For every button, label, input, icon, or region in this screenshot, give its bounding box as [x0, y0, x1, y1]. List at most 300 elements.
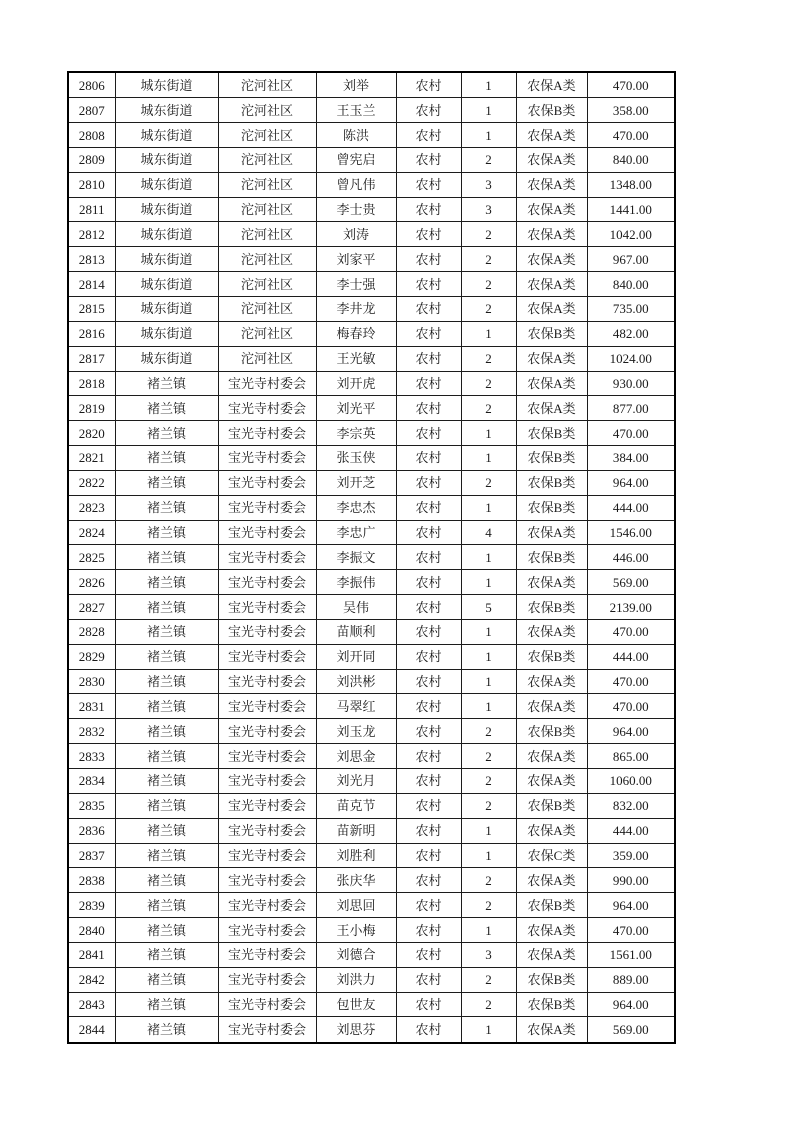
seq-cell: 2831 [68, 694, 115, 719]
person-name-cell: 张玉侠 [316, 446, 396, 471]
district-cell: 褚兰镇 [115, 868, 218, 893]
insurance-type-cell: 农保B类 [516, 595, 587, 620]
insurance-type-cell: 农保B类 [516, 321, 587, 346]
district-cell: 褚兰镇 [115, 793, 218, 818]
table-row [68, 495, 675, 520]
village-cell: 宝光寺村委会 [218, 421, 316, 446]
insurance-type-cell: 农保A类 [516, 669, 587, 694]
table-row [68, 545, 675, 570]
person-count-cell: 3 [461, 942, 516, 967]
person-name-cell: 陈洪 [316, 123, 396, 148]
district-cell: 褚兰镇 [115, 619, 218, 644]
amount-cell: 930.00 [587, 371, 675, 396]
residence-type-cell: 农村 [396, 172, 461, 197]
insurance-type-cell: 农保B类 [516, 470, 587, 495]
person-name-cell: 李振伟 [316, 570, 396, 595]
seq-cell: 2811 [68, 197, 115, 222]
amount-cell: 964.00 [587, 470, 675, 495]
amount-cell: 384.00 [587, 446, 675, 471]
amount-cell: 964.00 [587, 992, 675, 1017]
amount-cell: 359.00 [587, 843, 675, 868]
table-row [68, 222, 675, 247]
insurance-type-cell: 农保A类 [516, 918, 587, 943]
person-count-cell: 1 [461, 619, 516, 644]
district-cell: 褚兰镇 [115, 595, 218, 620]
person-name-cell: 李士贵 [316, 197, 396, 222]
residence-type-cell: 农村 [396, 147, 461, 172]
seq-cell: 2828 [68, 619, 115, 644]
table-row [68, 793, 675, 818]
insurance-type-cell: 农保A类 [516, 172, 587, 197]
table-row [68, 942, 675, 967]
seq-cell: 2807 [68, 98, 115, 123]
seq-cell: 2818 [68, 371, 115, 396]
residence-type-cell: 农村 [396, 967, 461, 992]
person-count-cell: 2 [461, 769, 516, 794]
amount-cell: 865.00 [587, 744, 675, 769]
amount-cell: 735.00 [587, 296, 675, 321]
person-name-cell: 刘洪力 [316, 967, 396, 992]
insurance-type-cell: 农保A类 [516, 570, 587, 595]
amount-cell: 964.00 [587, 719, 675, 744]
person-name-cell: 刘涛 [316, 222, 396, 247]
amount-cell: 1042.00 [587, 222, 675, 247]
table-row [68, 147, 675, 172]
district-cell: 褚兰镇 [115, 669, 218, 694]
amount-cell: 964.00 [587, 893, 675, 918]
person-name-cell: 吴伟 [316, 595, 396, 620]
residence-type-cell: 农村 [396, 296, 461, 321]
district-cell: 褚兰镇 [115, 545, 218, 570]
person-count-cell: 1 [461, 918, 516, 943]
insurance-type-cell: 农保A类 [516, 694, 587, 719]
district-cell: 褚兰镇 [115, 396, 218, 421]
residence-type-cell: 农村 [396, 893, 461, 918]
insurance-type-cell: 农保B类 [516, 446, 587, 471]
amount-cell: 1024.00 [587, 346, 675, 371]
insurance-type-cell: 农保B类 [516, 893, 587, 918]
insurance-type-cell: 农保B类 [516, 644, 587, 669]
village-cell: 宝光寺村委会 [218, 570, 316, 595]
table-row [68, 744, 675, 769]
amount-cell: 569.00 [587, 570, 675, 595]
residence-type-cell: 农村 [396, 247, 461, 272]
residence-type-cell: 农村 [396, 520, 461, 545]
residence-type-cell: 农村 [396, 545, 461, 570]
village-cell: 宝光寺村委会 [218, 769, 316, 794]
insurance-type-cell: 农保A类 [516, 744, 587, 769]
village-cell: 宝光寺村委会 [218, 470, 316, 495]
village-cell: 宝光寺村委会 [218, 918, 316, 943]
insurance-type-cell: 农保B类 [516, 98, 587, 123]
residence-type-cell: 农村 [396, 918, 461, 943]
person-count-cell: 2 [461, 967, 516, 992]
amount-cell: 877.00 [587, 396, 675, 421]
seq-cell: 2832 [68, 719, 115, 744]
amount-cell: 967.00 [587, 247, 675, 272]
insurance-type-cell: 农保A类 [516, 147, 587, 172]
table-row [68, 719, 675, 744]
residence-type-cell: 农村 [396, 396, 461, 421]
table-row [68, 769, 675, 794]
table-row [68, 520, 675, 545]
insurance-type-cell: 农保A类 [516, 769, 587, 794]
table-row [68, 421, 675, 446]
person-count-cell: 1 [461, 1017, 516, 1043]
person-count-cell: 1 [461, 818, 516, 843]
insurance-type-cell: 农保A类 [516, 396, 587, 421]
insurance-type-cell: 农保A类 [516, 1017, 587, 1043]
district-cell: 城东街道 [115, 222, 218, 247]
seq-cell: 2819 [68, 396, 115, 421]
amount-cell: 1546.00 [587, 520, 675, 545]
amount-cell: 1060.00 [587, 769, 675, 794]
district-cell: 城东街道 [115, 98, 218, 123]
village-cell: 宝光寺村委会 [218, 843, 316, 868]
table-row [68, 843, 675, 868]
district-cell: 城东街道 [115, 346, 218, 371]
residence-type-cell: 农村 [396, 222, 461, 247]
person-count-cell: 2 [461, 247, 516, 272]
insurance-type-cell: 农保B类 [516, 992, 587, 1017]
residence-type-cell: 农村 [396, 694, 461, 719]
person-name-cell: 刘玉龙 [316, 719, 396, 744]
person-count-cell: 1 [461, 123, 516, 148]
person-name-cell: 王玉兰 [316, 98, 396, 123]
insurance-type-cell: 农保B类 [516, 495, 587, 520]
table-row [68, 992, 675, 1017]
table-row [68, 818, 675, 843]
table-row [68, 197, 675, 222]
table-row [68, 595, 675, 620]
person-name-cell: 刘开同 [316, 644, 396, 669]
person-name-cell: 刘思芬 [316, 1017, 396, 1043]
seq-cell: 2810 [68, 172, 115, 197]
residence-type-cell: 农村 [396, 321, 461, 346]
village-cell: 宝光寺村委会 [218, 967, 316, 992]
district-cell: 褚兰镇 [115, 769, 218, 794]
person-count-cell: 1 [461, 421, 516, 446]
person-count-cell: 2 [461, 470, 516, 495]
person-name-cell: 李井龙 [316, 296, 396, 321]
insurance-type-cell: 农保A类 [516, 346, 587, 371]
seq-cell: 2806 [68, 72, 115, 98]
person-name-cell: 张庆华 [316, 868, 396, 893]
insurance-type-cell: 农保A类 [516, 371, 587, 396]
person-count-cell: 1 [461, 694, 516, 719]
seq-cell: 2821 [68, 446, 115, 471]
insurance-type-cell: 农保A类 [516, 520, 587, 545]
person-name-cell: 王小梅 [316, 918, 396, 943]
amount-cell: 358.00 [587, 98, 675, 123]
amount-cell: 470.00 [587, 669, 675, 694]
amount-cell: 1441.00 [587, 197, 675, 222]
amount-cell: 470.00 [587, 72, 675, 98]
seq-cell: 2835 [68, 793, 115, 818]
district-cell: 褚兰镇 [115, 1017, 218, 1043]
district-cell: 褚兰镇 [115, 744, 218, 769]
person-count-cell: 2 [461, 868, 516, 893]
insurance-type-cell: 农保A类 [516, 247, 587, 272]
table-row [68, 371, 675, 396]
residence-type-cell: 农村 [396, 346, 461, 371]
village-cell: 宝光寺村委会 [218, 942, 316, 967]
village-cell: 沱河社区 [218, 172, 316, 197]
person-count-cell: 1 [461, 495, 516, 520]
amount-cell: 444.00 [587, 818, 675, 843]
person-name-cell: 曾凡伟 [316, 172, 396, 197]
person-count-cell: 2 [461, 396, 516, 421]
village-cell: 宝光寺村委会 [218, 644, 316, 669]
seq-cell: 2825 [68, 545, 115, 570]
district-cell: 城东街道 [115, 272, 218, 297]
residence-type-cell: 农村 [396, 98, 461, 123]
amount-cell: 482.00 [587, 321, 675, 346]
insurance-type-cell: 农保B类 [516, 719, 587, 744]
person-name-cell: 李宗英 [316, 421, 396, 446]
district-cell: 褚兰镇 [115, 893, 218, 918]
person-name-cell: 李忠广 [316, 520, 396, 545]
seq-cell: 2814 [68, 272, 115, 297]
village-cell: 沱河社区 [218, 222, 316, 247]
village-cell: 宝光寺村委会 [218, 595, 316, 620]
table-row [68, 470, 675, 495]
amount-cell: 1348.00 [587, 172, 675, 197]
village-cell: 沱河社区 [218, 98, 316, 123]
seq-cell: 2833 [68, 744, 115, 769]
village-cell: 宝光寺村委会 [218, 744, 316, 769]
district-cell: 褚兰镇 [115, 942, 218, 967]
seq-cell: 2826 [68, 570, 115, 595]
table-row [68, 669, 675, 694]
village-cell: 宝光寺村委会 [218, 396, 316, 421]
residence-type-cell: 农村 [396, 644, 461, 669]
insurance-type-cell: 农保A类 [516, 619, 587, 644]
residence-type-cell: 农村 [396, 495, 461, 520]
person-count-cell: 1 [461, 98, 516, 123]
residence-type-cell: 农村 [396, 992, 461, 1017]
amount-cell: 446.00 [587, 545, 675, 570]
seq-cell: 2836 [68, 818, 115, 843]
district-cell: 城东街道 [115, 197, 218, 222]
village-cell: 宝光寺村委会 [218, 719, 316, 744]
person-name-cell: 苗顺利 [316, 619, 396, 644]
village-cell: 宝光寺村委会 [218, 1017, 316, 1043]
table-row [68, 694, 675, 719]
district-cell: 褚兰镇 [115, 719, 218, 744]
residence-type-cell: 农村 [396, 470, 461, 495]
person-name-cell: 李忠杰 [316, 495, 396, 520]
district-cell: 褚兰镇 [115, 967, 218, 992]
person-name-cell: 梅春玲 [316, 321, 396, 346]
district-cell: 褚兰镇 [115, 570, 218, 595]
residence-type-cell: 农村 [396, 769, 461, 794]
table-body [68, 72, 675, 1043]
seq-cell: 2834 [68, 769, 115, 794]
village-cell: 沱河社区 [218, 296, 316, 321]
person-name-cell: 包世友 [316, 992, 396, 1017]
seq-cell: 2840 [68, 918, 115, 943]
village-cell: 宝光寺村委会 [218, 495, 316, 520]
residence-type-cell: 农村 [396, 570, 461, 595]
person-count-cell: 2 [461, 222, 516, 247]
person-name-cell: 刘光月 [316, 769, 396, 794]
amount-cell: 470.00 [587, 123, 675, 148]
insurance-type-cell: 农保B类 [516, 967, 587, 992]
person-name-cell: 苗新明 [316, 818, 396, 843]
residence-type-cell: 农村 [396, 272, 461, 297]
person-count-cell: 1 [461, 72, 516, 98]
village-cell: 沱河社区 [218, 72, 316, 98]
insurance-type-cell: 农保A类 [516, 818, 587, 843]
table-row [68, 570, 675, 595]
person-name-cell: 王光敏 [316, 346, 396, 371]
amount-cell: 1561.00 [587, 942, 675, 967]
person-name-cell: 刘开虎 [316, 371, 396, 396]
district-cell: 褚兰镇 [115, 992, 218, 1017]
village-cell: 沱河社区 [218, 272, 316, 297]
seq-cell: 2815 [68, 296, 115, 321]
person-count-cell: 2 [461, 371, 516, 396]
person-count-cell: 5 [461, 595, 516, 620]
person-count-cell: 2 [461, 793, 516, 818]
table-row [68, 346, 675, 371]
table-row [68, 321, 675, 346]
amount-cell: 470.00 [587, 918, 675, 943]
social-security-table [67, 71, 676, 1044]
person-count-cell: 4 [461, 520, 516, 545]
insurance-type-cell: 农保B类 [516, 793, 587, 818]
seq-cell: 2816 [68, 321, 115, 346]
seq-cell: 2823 [68, 495, 115, 520]
district-cell: 城东街道 [115, 296, 218, 321]
person-count-cell: 3 [461, 172, 516, 197]
person-count-cell: 3 [461, 197, 516, 222]
table-row [68, 644, 675, 669]
person-name-cell: 刘洪彬 [316, 669, 396, 694]
table-row [68, 272, 675, 297]
table-row [68, 893, 675, 918]
district-cell: 褚兰镇 [115, 843, 218, 868]
village-cell: 宝光寺村委会 [218, 818, 316, 843]
amount-cell: 569.00 [587, 1017, 675, 1043]
village-cell: 沱河社区 [218, 147, 316, 172]
seq-cell: 2820 [68, 421, 115, 446]
village-cell: 沱河社区 [218, 197, 316, 222]
seq-cell: 2838 [68, 868, 115, 893]
district-cell: 褚兰镇 [115, 818, 218, 843]
district-cell: 城东街道 [115, 72, 218, 98]
seq-cell: 2817 [68, 346, 115, 371]
person-name-cell: 李士强 [316, 272, 396, 297]
table-row [68, 396, 675, 421]
seq-cell: 2824 [68, 520, 115, 545]
district-cell: 城东街道 [115, 247, 218, 272]
person-name-cell: 马翠红 [316, 694, 396, 719]
person-name-cell: 刘胜利 [316, 843, 396, 868]
person-name-cell: 苗克节 [316, 793, 396, 818]
amount-cell: 990.00 [587, 868, 675, 893]
seq-cell: 2842 [68, 967, 115, 992]
residence-type-cell: 农村 [396, 371, 461, 396]
residence-type-cell: 农村 [396, 446, 461, 471]
amount-cell: 832.00 [587, 793, 675, 818]
insurance-type-cell: 农保B类 [516, 421, 587, 446]
table-row [68, 446, 675, 471]
insurance-type-cell: 农保A类 [516, 222, 587, 247]
seq-cell: 2839 [68, 893, 115, 918]
seq-cell: 2813 [68, 247, 115, 272]
district-cell: 褚兰镇 [115, 421, 218, 446]
village-cell: 宝光寺村委会 [218, 371, 316, 396]
person-count-cell: 1 [461, 669, 516, 694]
person-name-cell: 刘家平 [316, 247, 396, 272]
district-cell: 城东街道 [115, 123, 218, 148]
insurance-type-cell: 农保A类 [516, 272, 587, 297]
insurance-type-cell: 农保A类 [516, 197, 587, 222]
district-cell: 褚兰镇 [115, 371, 218, 396]
village-cell: 宝光寺村委会 [218, 545, 316, 570]
person-count-cell: 2 [461, 992, 516, 1017]
village-cell: 沱河社区 [218, 123, 316, 148]
seq-cell: 2830 [68, 669, 115, 694]
seq-cell: 2837 [68, 843, 115, 868]
person-count-cell: 1 [461, 321, 516, 346]
district-cell: 褚兰镇 [115, 694, 218, 719]
residence-type-cell: 农村 [396, 793, 461, 818]
district-cell: 城东街道 [115, 321, 218, 346]
table-row [68, 1017, 675, 1043]
residence-type-cell: 农村 [396, 868, 461, 893]
residence-type-cell: 农村 [396, 1017, 461, 1043]
insurance-type-cell: 农保A类 [516, 942, 587, 967]
table-row [68, 247, 675, 272]
insurance-type-cell: 农保A类 [516, 868, 587, 893]
seq-cell: 2841 [68, 942, 115, 967]
residence-type-cell: 农村 [396, 669, 461, 694]
table-row [68, 296, 675, 321]
amount-cell: 444.00 [587, 644, 675, 669]
residence-type-cell: 农村 [396, 197, 461, 222]
person-name-cell: 刘德合 [316, 942, 396, 967]
person-count-cell: 2 [461, 147, 516, 172]
amount-cell: 840.00 [587, 272, 675, 297]
village-cell: 宝光寺村委会 [218, 694, 316, 719]
person-count-cell: 1 [461, 843, 516, 868]
person-name-cell: 刘举 [316, 72, 396, 98]
residence-type-cell: 农村 [396, 843, 461, 868]
person-count-cell: 2 [461, 346, 516, 371]
person-name-cell: 李振文 [316, 545, 396, 570]
amount-cell: 2139.00 [587, 595, 675, 620]
district-cell: 褚兰镇 [115, 470, 218, 495]
person-name-cell: 刘光平 [316, 396, 396, 421]
person-name-cell: 刘开芝 [316, 470, 396, 495]
amount-cell: 470.00 [587, 421, 675, 446]
district-cell: 城东街道 [115, 147, 218, 172]
person-count-cell: 1 [461, 570, 516, 595]
table-row [68, 918, 675, 943]
person-count-cell: 2 [461, 893, 516, 918]
seq-cell: 2827 [68, 595, 115, 620]
residence-type-cell: 农村 [396, 744, 461, 769]
residence-type-cell: 农村 [396, 619, 461, 644]
insurance-type-cell: 农保C类 [516, 843, 587, 868]
person-count-cell: 2 [461, 719, 516, 744]
person-name-cell: 曾宪启 [316, 147, 396, 172]
district-cell: 褚兰镇 [115, 495, 218, 520]
seq-cell: 2822 [68, 470, 115, 495]
